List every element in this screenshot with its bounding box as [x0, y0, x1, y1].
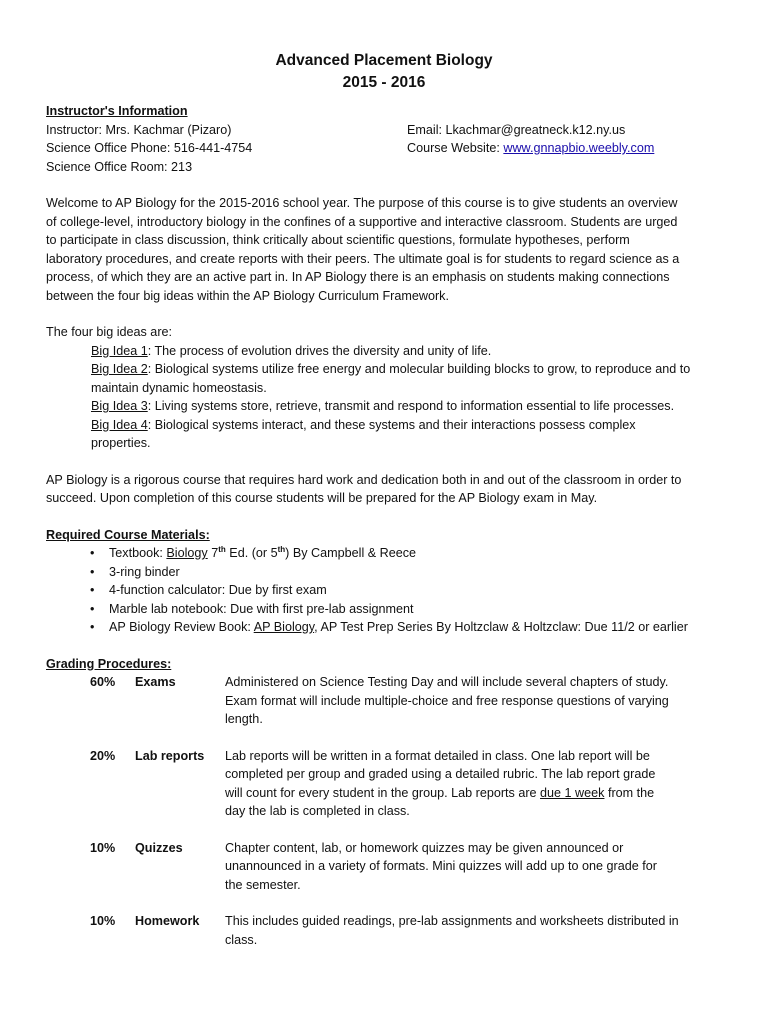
list-item: • AP Biology Review Book: AP Biology, AP Test Prep Series By Holtzclaw & Holtzclaw: Due 11/2 or earlier [90, 618, 722, 637]
labs-percent: 20% [90, 748, 116, 763]
instructor-row-2 [46, 139, 722, 158]
school-year: 2015 - 2016 [342, 74, 426, 91]
big-idea-2-text: : Biological systems utilize free energy and molecular building blocks to grow, to reproduce and to [147, 362, 691, 376]
exams-description: Administered on Science Testing Day and will include several chapters of study. Exam format will include multiple-choice and free response questions of varying length. [225, 675, 669, 726]
course-title: Advanced Placement Biology [275, 52, 493, 69]
materials-list [46, 544, 722, 637]
labs-due-date: due 1 week [540, 785, 605, 800]
instructor-heading: Instructor's Information [46, 104, 188, 118]
grading-row-homework [46, 912, 722, 949]
list-item: • 3-ring binder [90, 563, 722, 582]
labs-category: Lab reports [135, 748, 205, 763]
bullet-icon: • [90, 620, 95, 634]
review-book-title: AP Biology [253, 620, 315, 634]
bullet-icon: • [90, 546, 95, 560]
big-ideas-heading: The four big ideas are: [46, 325, 173, 339]
homework-category: Homework [135, 914, 200, 928]
big-idea-1-text: : The process of evolution drives the diversity and unity of life. [147, 343, 492, 358]
quizzes-description: Chapter content, lab, or homework quizzes may be given announced or unannounced in a variety of formats. Mini quizzes will add up to one grade for the semester. [225, 840, 657, 892]
big-idea-4-text-cont: properties. [91, 436, 151, 450]
big-idea-3-text: : Living systems store, retrieve, transmit and respond to information essential to life processes. [147, 399, 675, 413]
instructor-email: Email: Lkachmar@greatneck.k12.ny.us [407, 122, 626, 137]
intro-line: between the four big ideas within the AP Biology Curriculum Framework. [46, 288, 449, 303]
exams-percent: 60% [90, 675, 116, 689]
grading-row-exams [46, 673, 722, 729]
homework-percent: 10% [90, 914, 116, 928]
science-office-room: Science Office Room: 213 [46, 159, 193, 174]
homework-description: This includes guided readings, pre-lab assignments and worksheets distributed in class. [225, 914, 679, 947]
course-website-link[interactable]: www.gnnapbio.weebly.com [503, 141, 655, 155]
rigor-line: AP Biology is a rigorous course that requires hard work and dedication both in and out of the classroom in order to [46, 472, 682, 487]
big-idea-4 [46, 416, 722, 453]
science-office-phone: Science Office Phone: 516-441-4754 [46, 141, 253, 155]
list-item: • Marble lab notebook: Due with first pre-lab assignment [90, 600, 722, 619]
intro-line: process, of which they are an active part in. In AP Biology there is an emphasis on students making connections [46, 270, 670, 284]
big-idea-2 [46, 360, 722, 397]
grading-heading: Grading Procedures: [46, 656, 172, 671]
labs-description: Lab reports will be written in a format detailed in class. One lab report will be completed per group and graded using a detailed rubric. The lab report grade will count for every student in the group. Lab reports are due 1 week from the day the lab is completed in class. [225, 748, 656, 818]
grading-row-labs [46, 747, 722, 821]
bullet-icon: • [90, 583, 95, 597]
big-idea-1 [46, 342, 722, 361]
exams-category: Exams [135, 675, 176, 689]
intro-paragraph [46, 194, 722, 305]
list-item: • Textbook: Biology 7th Ed. (or 5th) By Campbell & Reece [90, 544, 722, 563]
course-website-label: Course Website: [407, 141, 504, 155]
big-idea-2-text-cont: maintain dynamic homeostasis. [91, 380, 267, 395]
instructor-row-1 [46, 121, 722, 140]
big-idea-3 [46, 397, 722, 416]
list-item: • 4-function calculator: Due by first exam [90, 581, 722, 600]
bullet-icon: • [90, 601, 95, 616]
intro-line: to participate in class discussion, think critically about scientific questions, formulate hypotheses, perform [46, 233, 630, 247]
quizzes-percent: 10% [90, 840, 116, 855]
grading-row-quizzes [46, 839, 722, 895]
instructor-name: Instructor: Mrs. Kachmar (Pizaro) [46, 122, 232, 137]
big-idea-1-label: Big Idea 1 [91, 343, 148, 358]
quizzes-category: Quizzes [135, 840, 183, 855]
course-website [407, 139, 654, 158]
rigor-paragraph [46, 471, 722, 508]
intro-line: laboratory procedures, and create reports with their peers. The ultimate goal is for students to regard science as a [46, 251, 680, 266]
textbook-title: Biology [166, 546, 208, 560]
big-idea-4-text: : Biological systems interact, and these systems and their interactions possess complex [147, 417, 636, 432]
intro-line: of college-level, introductory biology in the confines of a supportive and interactive classroom. Students are urged [46, 214, 678, 229]
big-idea-2-label: Big Idea 2 [91, 362, 148, 376]
bullet-icon: • [90, 564, 95, 579]
materials-heading: Required Course Materials: [46, 527, 210, 542]
intro-line: Welcome to AP Biology for the 2015-2016 school year. The purpose of this course is to give students an overview [46, 196, 678, 210]
rigor-line: succeed. Upon completion of this course students will be prepared for the AP Biology exam in May. [46, 491, 598, 505]
big-idea-3-label: Big Idea 3 [91, 399, 148, 413]
big-idea-4-label: Big Idea 4 [91, 417, 148, 432]
